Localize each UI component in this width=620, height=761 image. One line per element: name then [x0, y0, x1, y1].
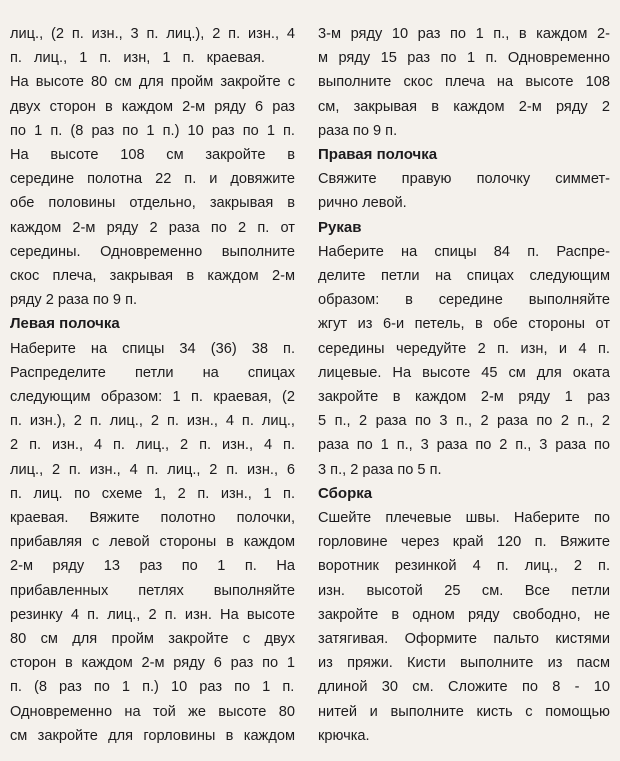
text-line: п. изн.), 2 п. лиц., 2 п. изн., 4 п. лиц., [10, 413, 295, 430]
text-line: длиной 30 см. Сложите по 8 - 10 [318, 679, 610, 696]
text-line: 2 п. изн., 4 п. лиц., 2 п. изн., 4 п. [10, 437, 295, 454]
text-line: двух сторон в каждом 2-м ряду 6 раз [10, 98, 295, 115]
text-line: скос плеча, закрывая в каждом 2-м [10, 268, 295, 285]
right-column [318, 22, 610, 748]
text-line: м ряду 15 раз по 1 п. Одновременно [318, 50, 610, 67]
text-line: затягивая. Оформите пальто кистями [318, 631, 610, 648]
text-line: раза по 9 п. [318, 122, 398, 139]
text-line: 80 см для пройм закройте с двух [10, 631, 295, 648]
text-line: раза по 1 п., 3 раза по 2 п., 3 раза по [318, 437, 610, 454]
text-line: сторон в каждом 2-м ряду 6 раз по 1 [10, 655, 295, 672]
text-line: 2-м ряду 13 раз по 1 п. На [10, 558, 295, 575]
text-line: п. лиц. по схеме 1, 2 п. изн., 1 п. [10, 485, 295, 502]
text-line: лицевые. На высоте 45 см для оката [318, 364, 610, 381]
text-line: каждом 2-м ряду 2 раза по 2 п. от [10, 219, 295, 236]
text-line: воротник резинкой 4 п. лиц., 2 п. [318, 558, 610, 575]
text-line: нитей и выполните кисть с помощью [318, 703, 610, 720]
text-line: см закройте для горловины в каждом [10, 727, 295, 744]
assembly-paragraph [318, 506, 610, 748]
text-line: см, закрывая в каждом 2-м ряду 2 [318, 98, 610, 115]
text-line: горловине через край 120 п. Вяжите [318, 534, 610, 551]
text-line: обе половины отдельно, закрывая в [10, 195, 295, 212]
text-line: Сшейте плечевые швы. Наберите по [318, 510, 610, 527]
text-line: Наберите на спицы 34 (36) 38 п. [10, 340, 295, 357]
text-line: п. (8 раз по 1 п.) 10 раз по 1 п. [10, 679, 295, 696]
text-line: делите петли на спицах следующим [318, 268, 610, 285]
text-line: лиц., (2 п. изн., 3 п. лиц.), 2 п. изн., 4 [10, 26, 295, 42]
text-line: выполните скос плеча на высоте 108 [318, 74, 610, 91]
text-line: изн. высотой 25 см. Все петли [318, 582, 610, 599]
section-heading-assembly: Сборка [318, 484, 373, 502]
text-line: закройте в одном ряду свободно, не [318, 606, 610, 623]
section-heading-left-front: Левая полочка [10, 315, 120, 333]
text-line: рично левой. [318, 195, 407, 212]
back-continuation-paragraph [10, 22, 295, 312]
back-neckline-paragraph [318, 22, 610, 143]
text-line: жгут из 6-и петель, в обе стороны от [318, 316, 610, 333]
text-line: 3-м ряду 10 раз по 1 п., в каждом 2- [318, 26, 610, 42]
text-line: лиц., 2 п. изн., 4 п. лиц., 2 п. изн., 6 [10, 461, 295, 478]
sleeve-paragraph [318, 240, 610, 482]
left-column [10, 22, 295, 748]
text-line: Распределите петли на спицах [10, 364, 295, 381]
text-line: образом: в середине выполняйте [318, 292, 610, 309]
text-line: ряду 2 раза по 9 п. [10, 292, 138, 309]
right-front-paragraph [318, 167, 610, 215]
left-front-paragraph [10, 337, 295, 748]
text-line: Наберите на спицы 84 п. Распре- [318, 243, 610, 260]
text-line: Свяжите правую полочку симмет- [318, 171, 610, 188]
text-line: по 1 п. (8 раз по 1 п.) 10 раз по 1 п. [10, 122, 295, 139]
section-heading-right-front: Правая полочка [318, 146, 438, 164]
text-line: 5 п., 2 раза по 3 п., 2 раза по 2 п., 2 [318, 413, 610, 430]
text-line: следующим образом: 1 п. краевая, (2 [10, 389, 295, 406]
text-line: закройте в каждом 2-м ряду 1 раз [318, 389, 610, 406]
text-line: прибавляя с левой стороны в каждом [10, 534, 295, 551]
text-line: крючка. [318, 727, 370, 744]
text-line: середины чередуйте 2 п. изн, и 4 п. [318, 340, 610, 357]
text-line: прибавленных петлях выполняйте [10, 582, 295, 599]
text-line: резинку 4 п. лиц., 2 п. изн. На высоте [10, 606, 295, 623]
section-heading-sleeve: Рукав [318, 218, 362, 236]
text-line: На высоте 108 см закройте в [10, 147, 295, 164]
text-line: середине полотна 22 п. и довяжите [10, 171, 295, 188]
text-line: краевая. Вяжите полотно полочки, [10, 510, 295, 527]
text-line: Одновременно на той же высоте 80 [10, 703, 295, 720]
text-line: середины. Одновременно выполните [10, 243, 295, 260]
text-line: 3 п., 2 раза по 5 п. [318, 461, 442, 478]
text-line: На высоте 80 см для пройм закройте с [10, 74, 295, 91]
text-line: из пряжи. Кисти выполните из пасм [318, 655, 610, 672]
text-line: п. лиц., 1 п. изн, 1 п. краевая. [10, 50, 265, 67]
